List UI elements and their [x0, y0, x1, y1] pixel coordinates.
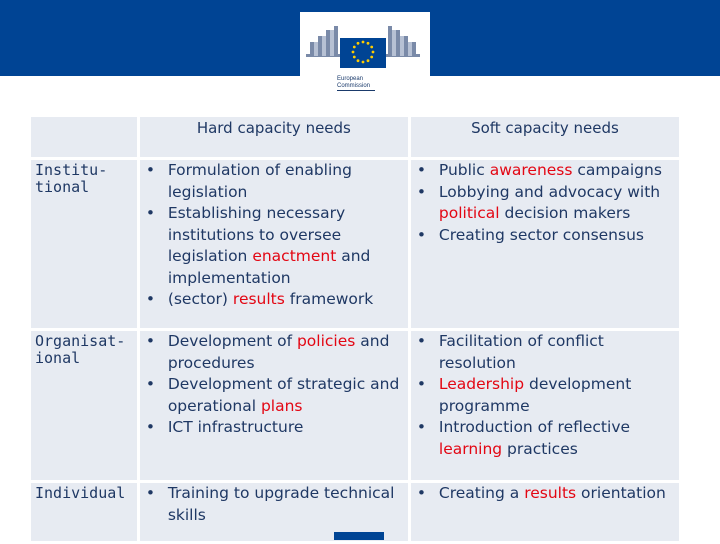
- table-row-organisational: [31, 331, 679, 480]
- item-highlight: plans: [260, 396, 303, 415]
- row-label-line-2: ional: [35, 349, 81, 367]
- list-item: [140, 483, 408, 526]
- bullet-list: [411, 483, 679, 505]
- cell-hard: [140, 160, 408, 328]
- logo-line-2: Commission: [337, 83, 371, 89]
- capacity-needs-table-wrapper: [28, 114, 682, 540]
- item-text: Facilitation of conflict resolution: [438, 332, 604, 372]
- european-commission-logo: [300, 12, 430, 98]
- list-item: [411, 182, 679, 225]
- item-text: Training to upgrade technical skills: [167, 484, 395, 524]
- item-highlight: Leadership: [438, 375, 525, 393]
- corner-cell: [31, 117, 137, 157]
- footer-tab: [334, 532, 384, 540]
- item-text-after: and implementation: [167, 247, 371, 287]
- item-highlight: political: [438, 204, 500, 222]
- item-text: (sector): [167, 290, 233, 308]
- list-item: [140, 289, 408, 311]
- list-item: [411, 483, 679, 505]
- row-label: [31, 483, 137, 541]
- column-header-soft: Soft capacity needs: [411, 117, 679, 157]
- item-highlight: enactment: [252, 247, 337, 265]
- cell-soft: [411, 331, 679, 480]
- cell-soft: [411, 483, 679, 541]
- item-text-after: practices: [502, 439, 578, 458]
- bullet-list: [140, 160, 408, 311]
- list-item: [140, 160, 408, 203]
- table-header-row: [31, 117, 679, 157]
- list-item: [411, 331, 679, 374]
- item-highlight: policies: [296, 332, 356, 350]
- item-highlight: awareness: [489, 161, 573, 179]
- list-item: [140, 374, 408, 417]
- row-label-line-1: Institu-: [35, 161, 108, 179]
- item-text: Introduction of reflective: [438, 418, 631, 436]
- item-text-after: development programme: [438, 375, 632, 415]
- capacity-needs-table: [28, 114, 682, 544]
- row-label-line-2: tional: [35, 178, 90, 196]
- list-item: [140, 331, 408, 374]
- list-item: [411, 417, 679, 460]
- logo-line-1: European: [337, 76, 364, 82]
- item-text-after: orientation: [576, 484, 666, 502]
- item-highlight: results: [524, 484, 577, 502]
- item-highlight: learning: [438, 439, 503, 458]
- row-label: [31, 331, 137, 480]
- bullet-list: [140, 331, 408, 439]
- row-label: [31, 160, 137, 328]
- item-text: Development of: [167, 332, 297, 350]
- item-text-after: and procedures: [167, 332, 390, 372]
- list-item: [411, 225, 679, 247]
- table-row-institutional: [31, 160, 679, 328]
- item-text: Creating a: [438, 484, 525, 502]
- cell-soft: [411, 160, 679, 328]
- row-label-line-1: Individual: [35, 484, 126, 502]
- item-text: Creating sector consensus: [438, 225, 644, 244]
- item-highlight: results: [232, 290, 285, 308]
- item-text-after: framework: [284, 290, 374, 308]
- list-item: [411, 374, 679, 417]
- item-text-after: decision makers: [499, 204, 631, 222]
- item-text: Establishing necessary institutions to oversee legislation: [167, 204, 346, 265]
- list-item: [140, 417, 408, 439]
- item-text: Lobbying and advocacy with: [438, 182, 661, 201]
- item-text: ICT infrastructure: [167, 418, 304, 436]
- logo-caption: [337, 76, 370, 90]
- item-text: Formulation of enabling legislation: [167, 161, 352, 201]
- cell-hard: [140, 331, 408, 480]
- item-text: Development of strategic and operational: [167, 375, 400, 415]
- bullet-list: [411, 331, 679, 460]
- item-text-after: campaigns: [572, 161, 662, 179]
- item-text: Public: [438, 161, 490, 179]
- column-header-hard: Hard capacity needs: [140, 117, 408, 157]
- bullet-list: [140, 483, 408, 526]
- bullet-list: [411, 160, 679, 246]
- row-label-line-1: Organisat-: [35, 332, 126, 350]
- list-item: [411, 160, 679, 182]
- list-item: [140, 203, 408, 289]
